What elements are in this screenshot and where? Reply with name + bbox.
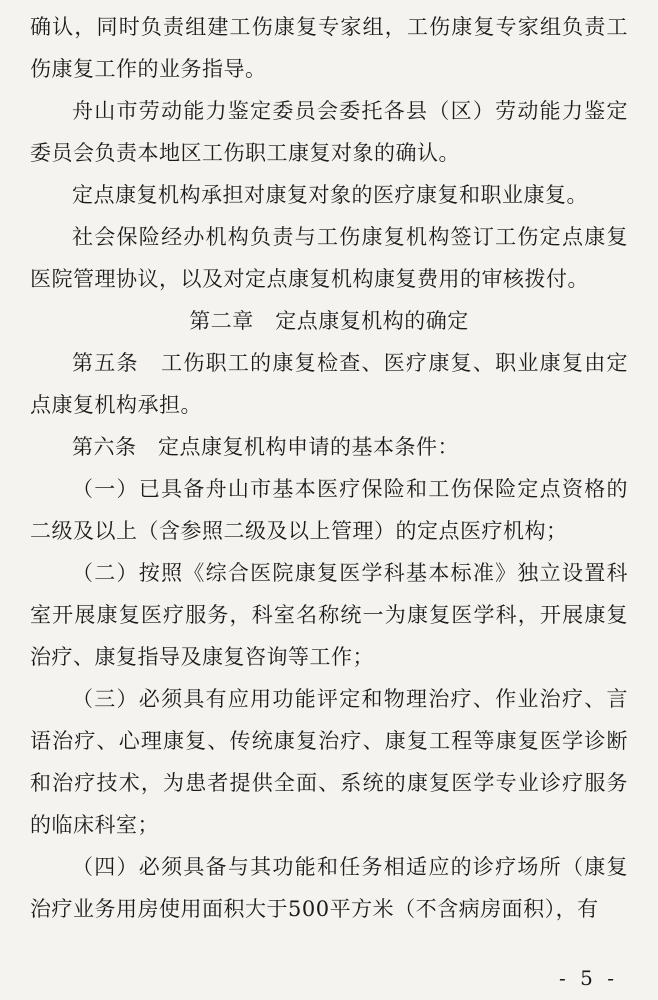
chapter-heading: 第二章 定点康复机构的确定 xyxy=(189,309,469,333)
paragraph-appraisal-committee: 舟山市劳动能力鉴定委员会委托各县（区）劳动能力鉴定委员会负责本地区工伤职工康复对象的确认。 xyxy=(30,99,628,165)
article-6: 第六条 定点康复机构申请的基本条件： xyxy=(72,435,459,459)
page-number: - 5 - xyxy=(559,966,618,990)
article-5: 第五条 工伤职工的康复检查、医疗康复、职业康复由定点康复机构承担。 xyxy=(30,351,628,417)
paragraph-social-insurance: 社会保险经办机构负责与工伤康复机构签订工伤定点康复医院管理协议，以及对定点康复机构康复费用的审核拨付。 xyxy=(30,225,628,291)
article-6-item-2: （二）按照《综合医院康复医学科基本标准》独立设置科室开展康复医疗服务，科室名称统一为康复医学科，开展康复治疗、康复指导及康复咨询等工作； xyxy=(30,561,628,669)
paragraph-continuation: 确认，同时负责组建工伤康复专家组，工伤康复专家组负责工伤康复工作的业务指导。 xyxy=(30,15,628,81)
paragraph-rehab-institution: 定点康复机构承担对康复对象的医疗康复和职业康复。 xyxy=(72,183,588,207)
article-6-item-1: （一）已具备舟山市基本医疗保险和工伤保险定点资格的二级及以上（含参照二级及以上管理）的定点医疗机构； xyxy=(30,477,628,543)
article-6-item-4: （四）必须具备与其功能和任务相适应的诊疗场所（康复治疗业务用房使用面积大于500平方米（不含病房面积），有 xyxy=(30,855,628,921)
article-6-item-3: （三）必须具有应用功能评定和物理治疗、作业治疗、言语治疗、心理康复、传统康复治疗、康复工程等康复医学诊断和治疗技术，为患者提供全面、系统的康复医学专业诊疗服务的临床科室； xyxy=(30,687,628,837)
